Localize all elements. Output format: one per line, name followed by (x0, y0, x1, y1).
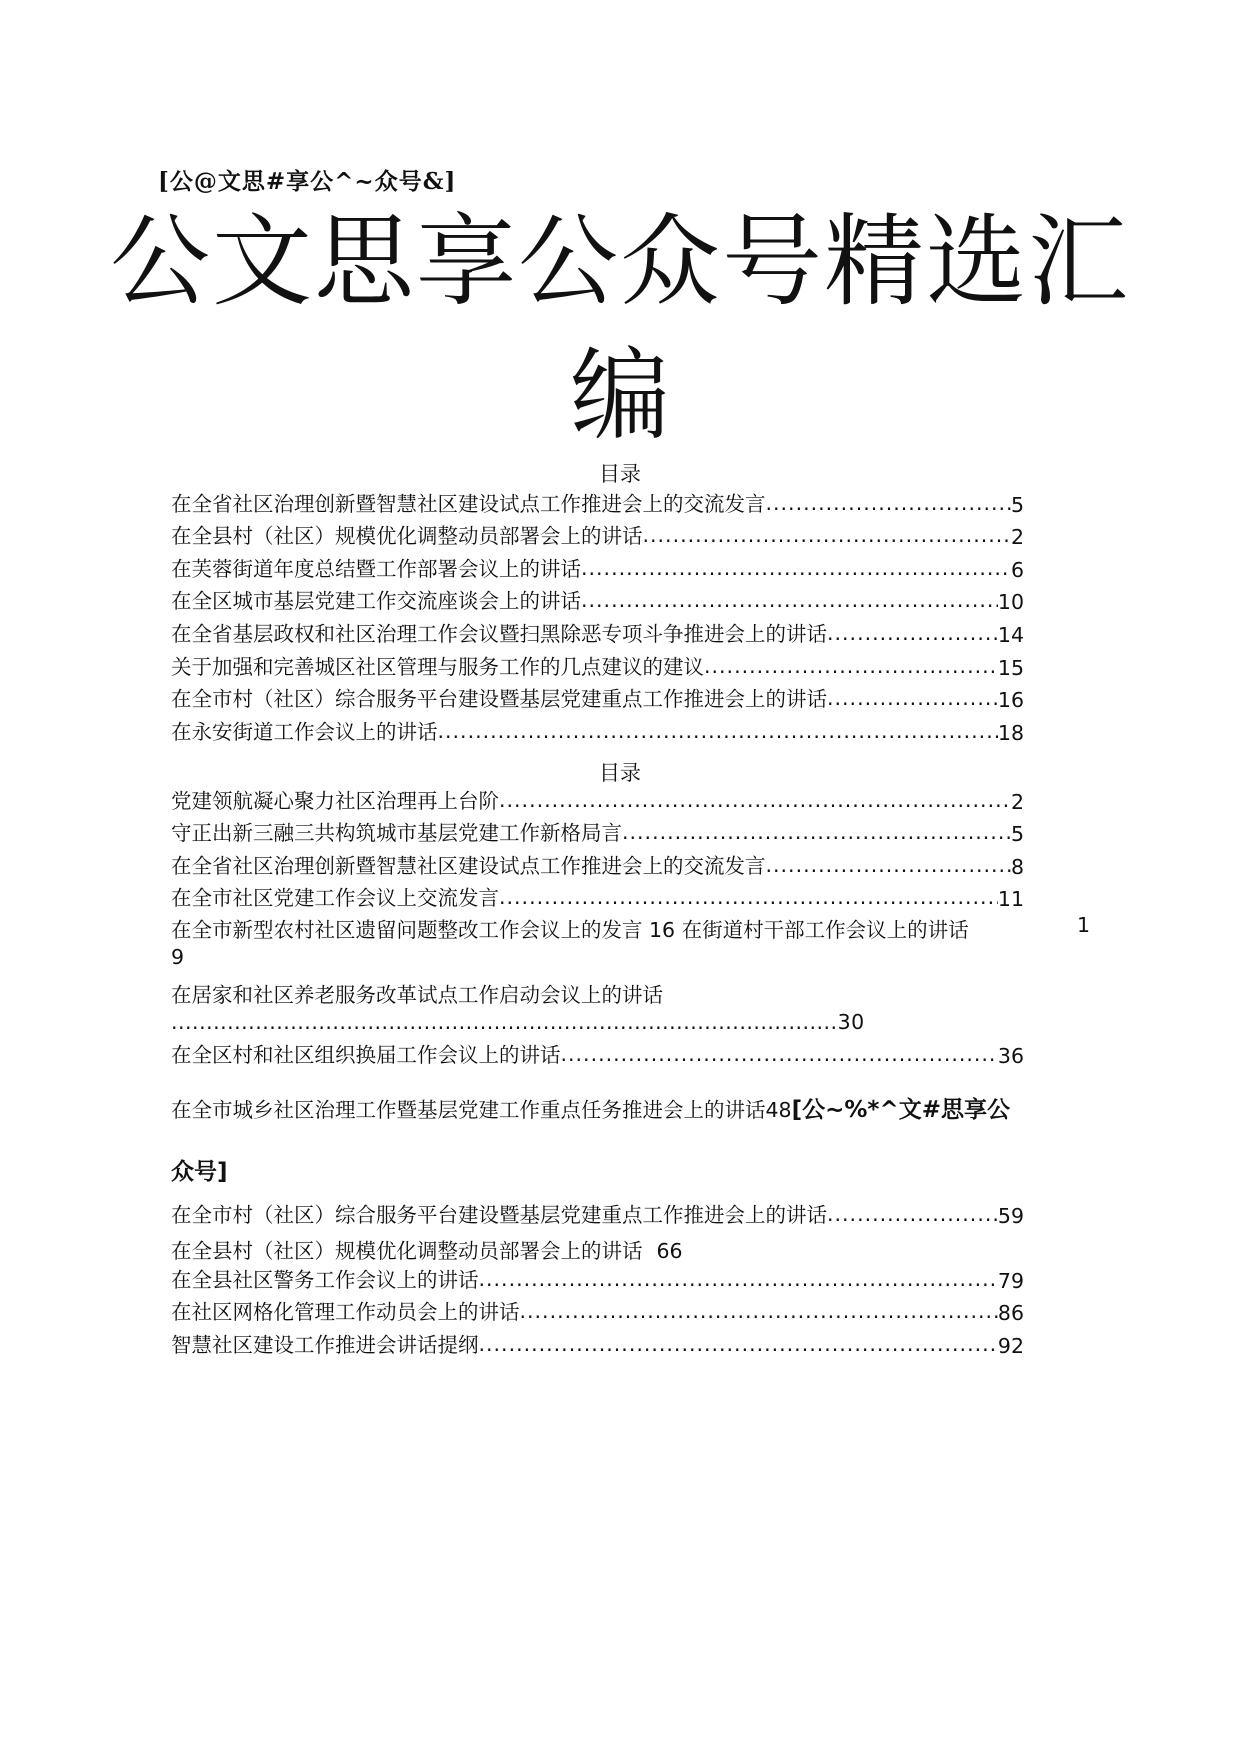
toc-entry[interactable] (171, 582, 1024, 615)
toc-entry-title: 在全市村（社区）综合服务平台建设暨基层党建重点工作推进会上的讲话 (171, 1202, 827, 1227)
toc-entry-title: 在全省基层政权和社区治理工作会议暨扫黑除恶专项斗争推进会上的讲话 (171, 621, 827, 646)
toc-leader-dots (643, 523, 1011, 549)
leader-dots-text: ............................................................................................... (171, 1010, 838, 1034)
toc-entry-page: 5 (1010, 822, 1024, 847)
toc-entry-irregular[interactable] (171, 913, 969, 943)
toc-entry[interactable] (171, 814, 1024, 847)
toc-entry[interactable] (171, 781, 1024, 814)
toc-leader-dots (561, 1042, 998, 1068)
toc-entry[interactable] (171, 846, 1024, 879)
toc-entry-title: 在永安街道工作会议上的讲话 (171, 719, 438, 744)
toc-entry-title: 党建领航凝心聚力社区治理再上台阶 (171, 788, 499, 813)
document-title-line1: 公文思享公众号精选汇 (110, 203, 1130, 320)
toc-entry-page: 9 (171, 945, 185, 969)
toc-leader-dots (479, 1267, 998, 1293)
toc-leader-dots (581, 556, 1011, 582)
toc-entry[interactable] (171, 549, 1024, 582)
toc-entry[interactable] (171, 1195, 1024, 1228)
toc-leader-dots (827, 686, 998, 712)
toc-entry[interactable] (171, 1293, 1024, 1326)
header-tag: [公@文思#享公^~众号&] (158, 168, 457, 195)
toc-entry-title: 在全区城市基层党建工作交流座谈会上的讲话 (171, 589, 581, 614)
toc-leader-dots (704, 654, 998, 680)
toc-entry-page: 1 (1077, 913, 1091, 937)
toc-entry[interactable] (171, 1325, 1024, 1358)
toc-entry-page: 5 (1010, 492, 1024, 517)
toc-entry[interactable] (171, 680, 1024, 713)
toc2-heading: 目录 (599, 761, 641, 785)
toc-leader-dots (479, 1332, 998, 1358)
toc-entry[interactable] (171, 484, 1024, 517)
toc-leader-dots (827, 621, 998, 647)
toc2-list-tail (171, 1195, 1024, 1228)
toc-entry-title: 守正出新三融三共构筑城市基层党建工作新格局言 (171, 821, 622, 846)
toc-entry-mixed[interactable] (171, 1091, 1010, 1124)
toc-entry[interactable] (171, 614, 1024, 647)
toc-entry-page: 16 (997, 688, 1024, 713)
toc-leader-dots (581, 588, 998, 614)
watermark-tag-continued: 众号] (171, 1159, 228, 1185)
watermark-tag: [公~%*^文#思享公 (791, 1097, 1010, 1123)
toc-entry-page: 30 (837, 1010, 865, 1034)
toc-entry[interactable] (171, 517, 1024, 550)
toc-entry-title: 在社区网格化管理工作动员会上的讲话 (171, 1300, 520, 1325)
toc-entry-page: 15 (997, 655, 1024, 680)
toc-entry-title: 在全县社区警务工作会议上的讲话 (171, 1267, 479, 1292)
toc-entry[interactable] (171, 1260, 1024, 1293)
toc-entry-title: 智慧社区建设工作推进会讲话提纲 (171, 1332, 479, 1357)
toc-entry-page: 2 (1010, 525, 1024, 550)
toc-entry-title: 在全市社区党建工作会议上交流发言 (171, 886, 499, 911)
toc-entry-title: 在全市村（社区）综合服务平台建设暨基层党建重点工作推进会上的讲话 (171, 687, 827, 712)
toc-entry-title: 在全市城乡社区治理工作暨基层党建工作重点任务推进会上的讲话48 (171, 1098, 792, 1122)
toc-leader-dots (171, 1010, 865, 1034)
toc-leader-dots (438, 719, 998, 745)
toc-leader-dots (520, 1299, 998, 1325)
document-title-line2: 编 (570, 337, 670, 454)
toc-entry[interactable] (171, 712, 1024, 745)
toc-entry[interactable] (171, 647, 1024, 680)
toc-entry-page: 8 (1010, 854, 1024, 879)
toc-entry-page: 2 (1010, 789, 1024, 814)
toc-entry-page: 6 (1010, 557, 1024, 582)
toc-entry-page: 10 (997, 590, 1024, 615)
toc-entry-title: 关于加强和完善城区社区管理与服务工作的几点建议的建议 (171, 654, 704, 679)
toc-entry-page: 18 (997, 720, 1024, 745)
toc-entry-page: 66 (656, 1239, 683, 1263)
toc-leader-dots (499, 788, 1011, 814)
toc-entry-title: 在芙蓉街道年度总结暨工作部署会议上的讲话 (171, 556, 581, 581)
toc2-list (171, 781, 1024, 911)
toc-entry-title: 在全区村和社区组织换届工作会议上的讲话 (171, 1042, 561, 1067)
toc-leader-dots (499, 885, 998, 911)
toc-leader-dots (766, 491, 1011, 517)
toc-entry-page: 11 (997, 887, 1024, 912)
toc-entry-title: 在全县村（社区）规模优化调整动员部署会上的讲话 (171, 1239, 643, 1263)
toc1-heading: 目录 (599, 462, 641, 486)
toc2-list-last (171, 1260, 1024, 1358)
toc-leader-dots (827, 1202, 998, 1228)
toc-entry-page: 36 (997, 1043, 1024, 1068)
toc-leader-dots (766, 853, 1011, 879)
toc-entry-title[interactable]: 在居家和社区养老服务改革试点工作启动会议上的讲话 (171, 983, 663, 1007)
toc-entry-title: 在全省社区治理创新暨智慧社区建设试点工作推进会上的交流发言 (171, 491, 766, 516)
toc-entry[interactable] (171, 879, 1024, 912)
toc-entry-title: 在全市新型农村社区遗留问题整改工作会议上的发言 16 在街道村干部工作会议上的讲话 (171, 918, 969, 942)
toc-entry-title: 在全省社区治理创新暨智慧社区建设试点工作推进会上的交流发言 (171, 853, 766, 878)
toc-leader-dots (622, 820, 1011, 846)
toc-entry-page: 92 (997, 1333, 1024, 1358)
toc-entry[interactable] (171, 1035, 1024, 1068)
toc-entry-page: 59 (997, 1203, 1024, 1228)
toc-entry-page: 86 (997, 1301, 1024, 1326)
toc-entry-page: 79 (997, 1268, 1024, 1293)
toc2-list-continued (171, 1035, 1024, 1068)
toc1-list (171, 484, 1024, 745)
toc-entry-title: 在全县村（社区）规模优化调整动员部署会上的讲话 (171, 524, 643, 549)
toc-entry-page: 14 (997, 622, 1024, 647)
